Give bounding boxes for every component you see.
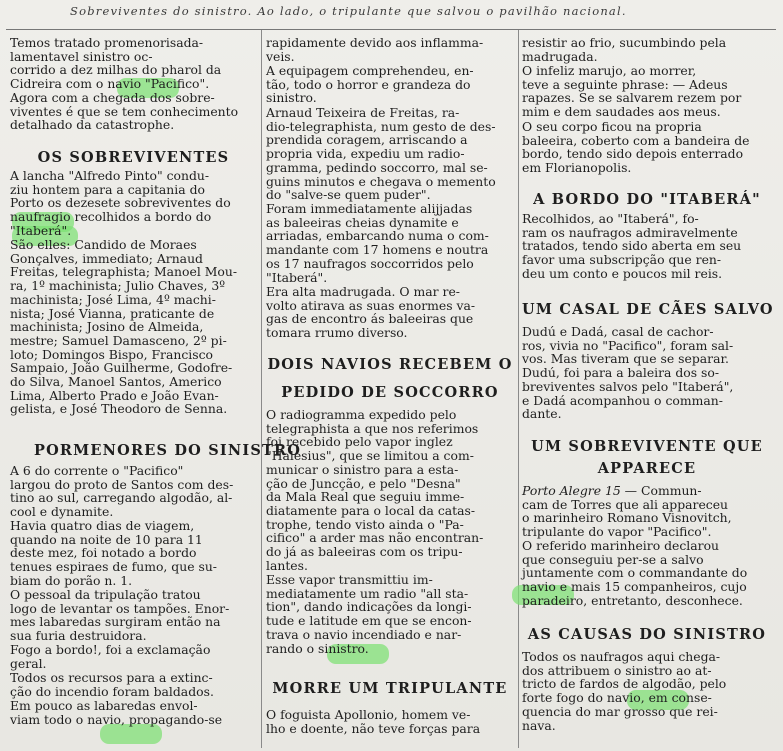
paragraph: O infeliz marujo, ao morrer, teve a seguinte phrase: — Adeus rapazes. Se se salvarem rezem por mim e dem saudades aos meus. bbox=[522, 63, 742, 120]
headline-sobreviventes: OS SOBREVIVENTES bbox=[37, 149, 230, 166]
column-divider-1 bbox=[261, 30, 262, 748]
dateline: Porto Alegre 15 bbox=[522, 483, 621, 498]
paragraph: Em pouco as labaredas envol- viam todo o navio, propagando-se bbox=[10, 698, 223, 727]
headline-dois-navios: DOIS NAVIOS RECEBEM O bbox=[267, 356, 513, 373]
paragraph: Arnaud Teixeira de Freitas, ra- dio-telegraphista, num gesto de des- prendida coragem, arriscando a propria vida, expediu um radio- gramma, pedindo soccorro, mal se- guins minutos e chegava o memento do "salve-se quem puder". bbox=[266, 105, 496, 203]
paragraph: Dudú e Dadá, casal de cachor- ros, vivia no "Pacifico", foram sal- vos. Mas tiveram que se separar. Dudú, foi para a baleira dos so- breviventes salvos pelo "Itaberá", e Dadá acompanhou o comman- dante. bbox=[522, 324, 734, 422]
headline-pedido-soccorro: PEDIDO DE SOCCORRO bbox=[281, 384, 499, 401]
headline-causas: AS CAUSAS DO SINISTRO bbox=[527, 626, 767, 643]
column-divider-2 bbox=[518, 30, 519, 748]
column-1 bbox=[10, 35, 302, 748]
paragraph: Fogo a bordo!, foi a exclamação geral. bbox=[10, 642, 211, 671]
paragraph: Era alta madrugada. O mar re- volto atirava as suas enormes va- gas de encontro ás baleeiras que tomara rrumo diverso. bbox=[266, 284, 476, 341]
paragraph: O seu corpo ficou na propria baleeira, coberto com a bandeira de bordo, tendo sido depois enterrado em Florianopolis. bbox=[522, 119, 750, 176]
paragraph: Recolhidos, ao "Itaberá", fo- ram os naufragos admiravelmente tratados, tendo sido aberta em seu favor uma subscripção que ren- deu um conto e poucos mil reis. bbox=[522, 211, 742, 281]
paragraph: O radiogramma expedido pelo telegraphista a que nos referimos foi recebido pelo vapor inglez "Halesius", que se limitou a com- municar o sinistro para a esta- ção de Juncção, e pelo "Desna" da Mala Real que seguiu imme- diatamente para o local da catas- trophe, tendo visto ainda o "Pa- cifico" a arder mas não encontran- do já as baleeiras com os tripu- lantes. bbox=[266, 407, 484, 573]
dateline-text: — Commun- cam de Torres que ali appareceu o marinheiro Romano Visnovitch, tripulante do vapor "Pacifico". O referido marinheiro declarou que conseguiu per-se a salvo juntamente com o commandante do navio e mais 15 companheiros, cujo paradeiro, entretanto, desconhece. bbox=[522, 483, 748, 608]
paragraph: Foram immediatamente alijjadas as baleeiras cheias dynamite e arriadas, embarcando numa o com- mandante com 17 homens e noutra os 17 naufragos soccorridos pelo "Itaberá". bbox=[266, 201, 489, 285]
top-rule bbox=[6, 29, 776, 30]
paragraph: A equipagem comprehendeu, en- tão, todo o horror e grandeza do sinistro. bbox=[266, 63, 474, 106]
paragraph: Havia quatro dias de viagem, quando na noite de 10 para 11 deste mez, foi notado a bordo tenues espiraes de fumo, que su- biam do porão n. 1. bbox=[10, 518, 217, 588]
paragraph: São elles: Candido de Moraes Gonçalves, immediato; Arnaud Freitas, telegraphista; Manoel Mou- ra, 1º machinista; Julio Chaves, 3º machinista; José Lima, 4º machi- nista; José Vianna, praticante de machinista; Josino de Almeida, mestre; Samuel Damasceno, 2º pi- loto; Domingos Bispo, Francisco Sampaio, João Guilherme, Godofre- do Silva, Manoel Santos, Americo Lima, Alberto Prado e João Evan- gelista, e José Theodoro de Senna. bbox=[10, 237, 238, 417]
paragraph: Temos tratado promenorisada- lamentavel sinistro oc- corrido a dez milhas do pharol da Cidreira com o navio "Pacifico". Agora com a chegada dos sobre- viventes é que se tem conhecimento detalhado da catastrophe. bbox=[10, 35, 239, 133]
paragraph: O pessoal da tripulação tratou logo de levantar os tampões. Enor- mes labaredas surgiram então na sua furia destruidora. bbox=[10, 587, 230, 644]
headline-pormenores: PORMENORES DO SINISTRO bbox=[34, 442, 302, 459]
paragraph-dateline bbox=[522, 484, 747, 607]
photo-caption: Sobreviventes do sinistro. Ao lado, o tripulante que salvou o pavilhão nacional. bbox=[70, 4, 627, 18]
paragraph: A lancha "Alfredo Pinto" condu- ziu hontem para a capitania do Porto os dezesete sobreviventes do naufragio recolhidos a bordo do "Itaberá". bbox=[10, 168, 231, 238]
paragraph: rapidamente devido aos inflamma- veis. bbox=[266, 35, 484, 64]
paragraph: O foguista Apollonio, homem ve- lho e doente, não teve forças para bbox=[266, 707, 481, 736]
paragraph: Esse vapor transmittiu im- mediatamente um radio "all sta- tion", dando indicações da longi- tude e latitude em que se encon- trava o navio incendiado e nar- rando o sinistro. bbox=[266, 572, 472, 656]
column-3 bbox=[522, 36, 772, 748]
paragraph: Todos os naufragos aqui chega- dos attribuem o sinistro ao at- tricto de fardos de algodão, pelo forte fogo do navio, em conse- quencia do mar grosso que rei- nava. bbox=[522, 649, 727, 733]
paragraph: A 6 do corrente o "Pacifico" largou do proto de Santos com des- tino ao sul, carregando algodão, al- cool e dynamite. bbox=[10, 463, 234, 520]
column-2 bbox=[266, 36, 514, 748]
headline-casal-caes: UM CASAL DE CÃES SALVO bbox=[522, 301, 774, 318]
headline-morre-tripulante: MORRE UM TRIPULANTE bbox=[272, 680, 508, 697]
headline-sobrevivente-apparece: UM SOBREVIVENTE QUE bbox=[531, 438, 763, 455]
paragraph: resistir ao frio, sucumbindo pela madrugada. bbox=[522, 35, 727, 64]
paragraph: Todos os recursos para a extinc- ção do incendio foram baldados. bbox=[10, 670, 214, 699]
headline-a-bordo-itabera: A BORDO DO "ITABERÁ" bbox=[533, 191, 761, 208]
headline-apparece: APPARECE bbox=[597, 460, 697, 477]
